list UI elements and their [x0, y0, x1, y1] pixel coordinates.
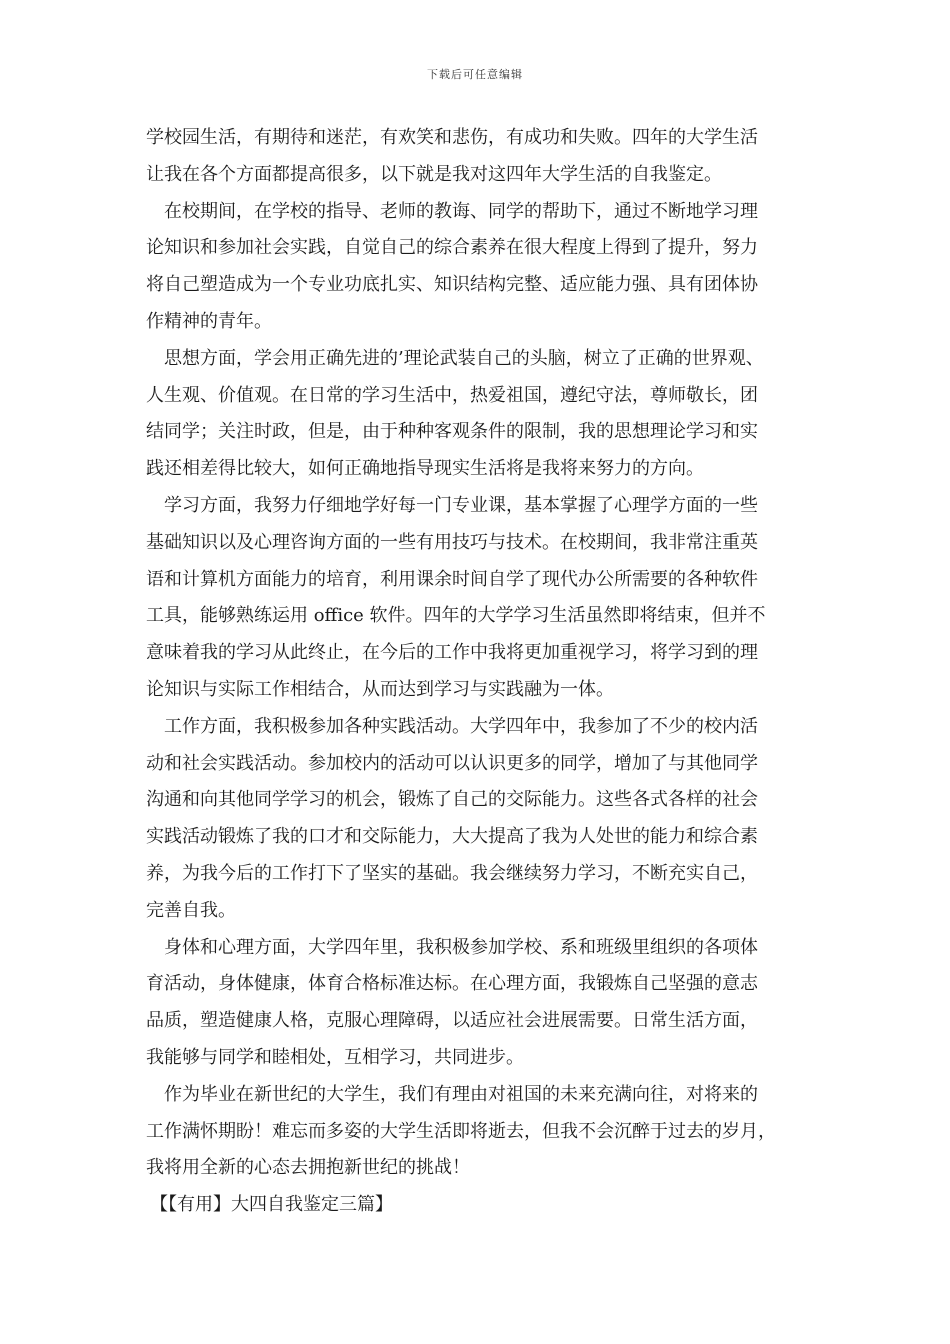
paragraph-6-line-4: 我能够与同学和睦相处，互相学习，共同进步。	[146, 1046, 524, 1068]
page-header: 下载后可任意编辑	[427, 68, 523, 81]
paragraph-1-line-1: 学校园生活，有期待和迷茫，有欢笑和悲伤，有成功和失败。四年的大学生活	[146, 127, 758, 148]
paragraph-3-line-2: 人生观、价值观。在日常的学习生活中，热爱祖国，遵纪守法，尊师敬长，团	[146, 384, 758, 406]
paragraph-3-line-4: 践还相差得比较大，如何正确地指导现实生活将是我将来努力的方向。	[146, 458, 704, 480]
section-title: 【【有用】大四自我鉴定三篇】	[150, 1194, 393, 1216]
paragraph-4-line-4: 工具，能够熟练运用 office 软件。四年的大学学习生活虽然即将结束，但并不	[146, 605, 766, 627]
paragraph-5-line-1: 工作方面，我积极参加各种实践活动。大学四年中，我参加了不少的校内活	[164, 715, 758, 737]
paragraph-2-line-1: 在校期间，在学校的指导、老师的教诲、同学的帮助下，通过不断地学习理	[164, 200, 758, 222]
paragraph-2-line-2: 论知识和参加社会实践，自觉自己的综合素养在很大程度上得到了提升，努力	[146, 237, 758, 259]
paragraph-1-line-2: 让我在各个方面都提高很多，以下就是我对这四年大学生活的自我鉴定。	[146, 163, 722, 185]
paragraph-5-line-4: 实践活动锻炼了我的口才和交际能力，大大提高了我为人处世的能力和综合素	[146, 826, 758, 848]
paragraph-5-line-6: 完善自我。	[146, 899, 236, 921]
paragraph-4-line-5: 意味着我的学习从此终止，在今后的工作中我将更加重视学习，将学习到的理	[146, 642, 758, 664]
paragraph-3-line-3: 结同学；关注时政，但是，由于种种客观条件的限制，我的思想理论学习和实	[146, 421, 758, 443]
paragraph-4-line-2: 基础知识以及心理咨询方面的一些有用技巧与技术。在校期间，我非常注重英	[146, 531, 758, 553]
paragraph-7-line-1: 作为毕业在新世纪的大学生，我们有理由对祖国的未来充满向往，对将来的	[164, 1083, 758, 1105]
paragraph-5-line-2: 动和社会实践活动。参加校内的活动可以认识更多的同学，增加了与其他同学	[146, 752, 758, 774]
paragraph-2-line-4: 作精神的青年。	[146, 310, 272, 332]
paragraph-6-line-3: 品质，塑造健康人格，克服心理障碍，以适应社会进展需要。日常生活方面，	[146, 1010, 758, 1032]
paragraph-4-line-6: 论知识与实际工作相结合，从而达到学习与实践融为一体。	[146, 678, 614, 700]
paragraph-5-line-5: 养，为我今后的工作打下了坚实的基础。我会继续努力学习，不断充实自己，	[146, 862, 758, 884]
paragraph-4-line-3: 语和计算机方面能力的培育，利用课余时间自学了现代办公所需要的各种软件	[146, 568, 758, 590]
paragraph-2-line-3: 将自己塑造成为一个专业功底扎实、知识结构完整、适应能力强、具有团体协	[146, 274, 758, 296]
paragraph-7-line-3: 我将用全新的心态去拥抱新世纪的挑战！	[146, 1157, 470, 1179]
paragraph-7-line-2: 工作满怀期盼！难忘而多姿的大学生活即将逝去，但我不会沉醉于过去的岁月，	[146, 1120, 776, 1142]
paragraph-4-line-1: 学习方面，我努力仔细地学好每一门专业课，基本掌握了心理学方面的一些	[164, 494, 758, 516]
paragraph-3-line-1: 思想方面，学会用正确先进的’理论武装自己的头脑，树立了正确的世界观、	[164, 347, 764, 369]
paragraph-6-line-2: 育活动，身体健康，体育合格标准达标。在心理方面，我锻炼自己坚强的意志	[146, 973, 758, 995]
paragraph-5-line-3: 沟通和向其他同学学习的机会，锻炼了自己的交际能力。这些各式各样的社会	[146, 789, 758, 811]
document-body	[146, 120, 810, 1224]
paragraph-6-line-1: 身体和心理方面，大学四年里，我积极参加学校、系和班级里组织的各项体	[164, 936, 758, 958]
